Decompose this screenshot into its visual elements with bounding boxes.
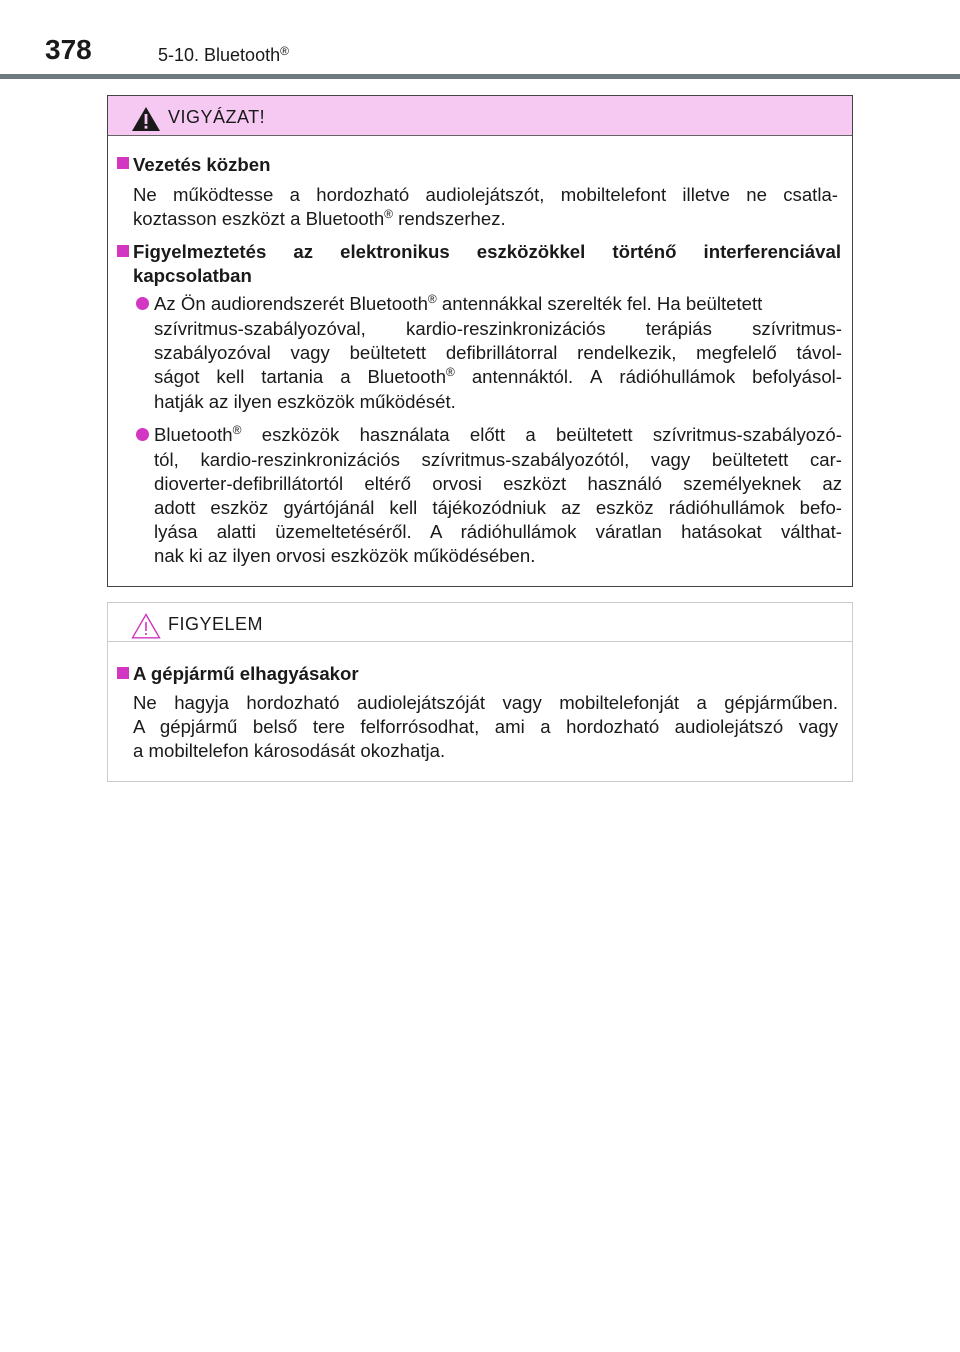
header-rule — [0, 74, 960, 79]
registered-mark: ® — [280, 44, 289, 58]
item-text-line: A gépjármű belső tere felforrósodhat, ami a hordozható audiolejátszó vagy — [133, 716, 838, 737]
item-heading: A gépjármű elhagyásakor — [133, 663, 359, 684]
bullet-text-line: dioverter-defibrillátortól eltérő orvosi eszközt használó személyeknek az — [154, 473, 842, 494]
item-text-line: koztasson eszközt a Bluetooth® rendszerhez. — [133, 207, 506, 229]
registered-mark: ® — [232, 423, 242, 437]
bullet-text-line: lyása alatti üzemeltetéséről. A rádióhullámok váratlan hatásokat válthat- — [154, 521, 842, 542]
bullet-text-line: Bluetooth® eszközök használata előtt a beültetett szívritmus-szabályozó- — [154, 423, 842, 445]
bullet-text-line: adott eszköz gyártójánál kell tájékozódniuk az eszköz rádióhullámok befo- — [154, 497, 842, 518]
notice-header — [108, 603, 852, 642]
registered-mark: ® — [427, 292, 437, 306]
bullet-text: Az Ön audiorendszerét Bluetooth — [154, 293, 428, 314]
item-text-line: Ne hagyja hordozható audiolejátszóját vagy mobiltelefonját a gépjárműben. — [133, 692, 838, 713]
square-bullet-icon — [117, 157, 129, 169]
bullet-text-line: szívritmus-szabályozóval, kardio-reszinkronizációs terápiás szívritmus- — [154, 318, 842, 339]
round-bullet-icon — [136, 428, 149, 441]
warning-title: VIGYÁZAT! — [168, 107, 266, 127]
section-title — [158, 45, 289, 66]
item-text-line: Ne működtesse a hordozható audiolejátszót, mobiltelefont illetve ne csatla- — [133, 184, 838, 205]
bullet-text-line: hatják az ilyen eszközök működését. — [154, 391, 456, 412]
item-heading: kapcsolatban — [133, 265, 252, 286]
item-text-line: a mobiltelefon károsodását okozhatja. — [133, 740, 446, 761]
section-title-text: 5-10. Bluetooth — [158, 45, 281, 65]
page-header — [0, 0, 960, 80]
bullet-text-line: nak ki az ilyen orvosi eszközök működésében. — [154, 545, 536, 566]
warning-triangle-icon — [131, 106, 161, 132]
bullet-text-line: szabályozóval vagy beültetett defibrillátorral rendelkezik, megfelelő távol- — [154, 342, 842, 363]
bullet-text-line: Az Ön audiorendszerét Bluetooth® antennákkal szerelték fel. Ha beültetett — [154, 292, 763, 314]
square-bullet-icon — [117, 245, 129, 257]
square-bullet-icon — [117, 667, 129, 679]
caution-triangle-icon — [131, 613, 161, 639]
warning-header — [108, 96, 852, 136]
bullet-text-line: tól, kardio-reszinkronizációs szívritmus-szabályozótól, vagy beültetett car- — [154, 449, 842, 470]
page-number: 378 — [45, 34, 92, 65]
item-heading: Figyelmeztetés az elektronikus eszközökkel történő interferenciával — [133, 241, 841, 262]
registered-mark: ® — [384, 207, 394, 221]
bullet-text-line: ságot kell tartania a Bluetooth® antennáktól. A rádióhullámok befolyásol- — [154, 365, 842, 387]
warning-box — [107, 95, 853, 587]
round-bullet-icon — [136, 297, 149, 310]
notice-title: FIGYELEM — [168, 614, 264, 634]
registered-mark: ® — [446, 365, 455, 379]
item-heading: Vezetés közben — [133, 154, 271, 175]
bullet-text: Bluetooth — [154, 424, 233, 445]
item-text: koztasson eszközt a Bluetooth — [133, 208, 385, 229]
notice-box — [107, 602, 853, 782]
